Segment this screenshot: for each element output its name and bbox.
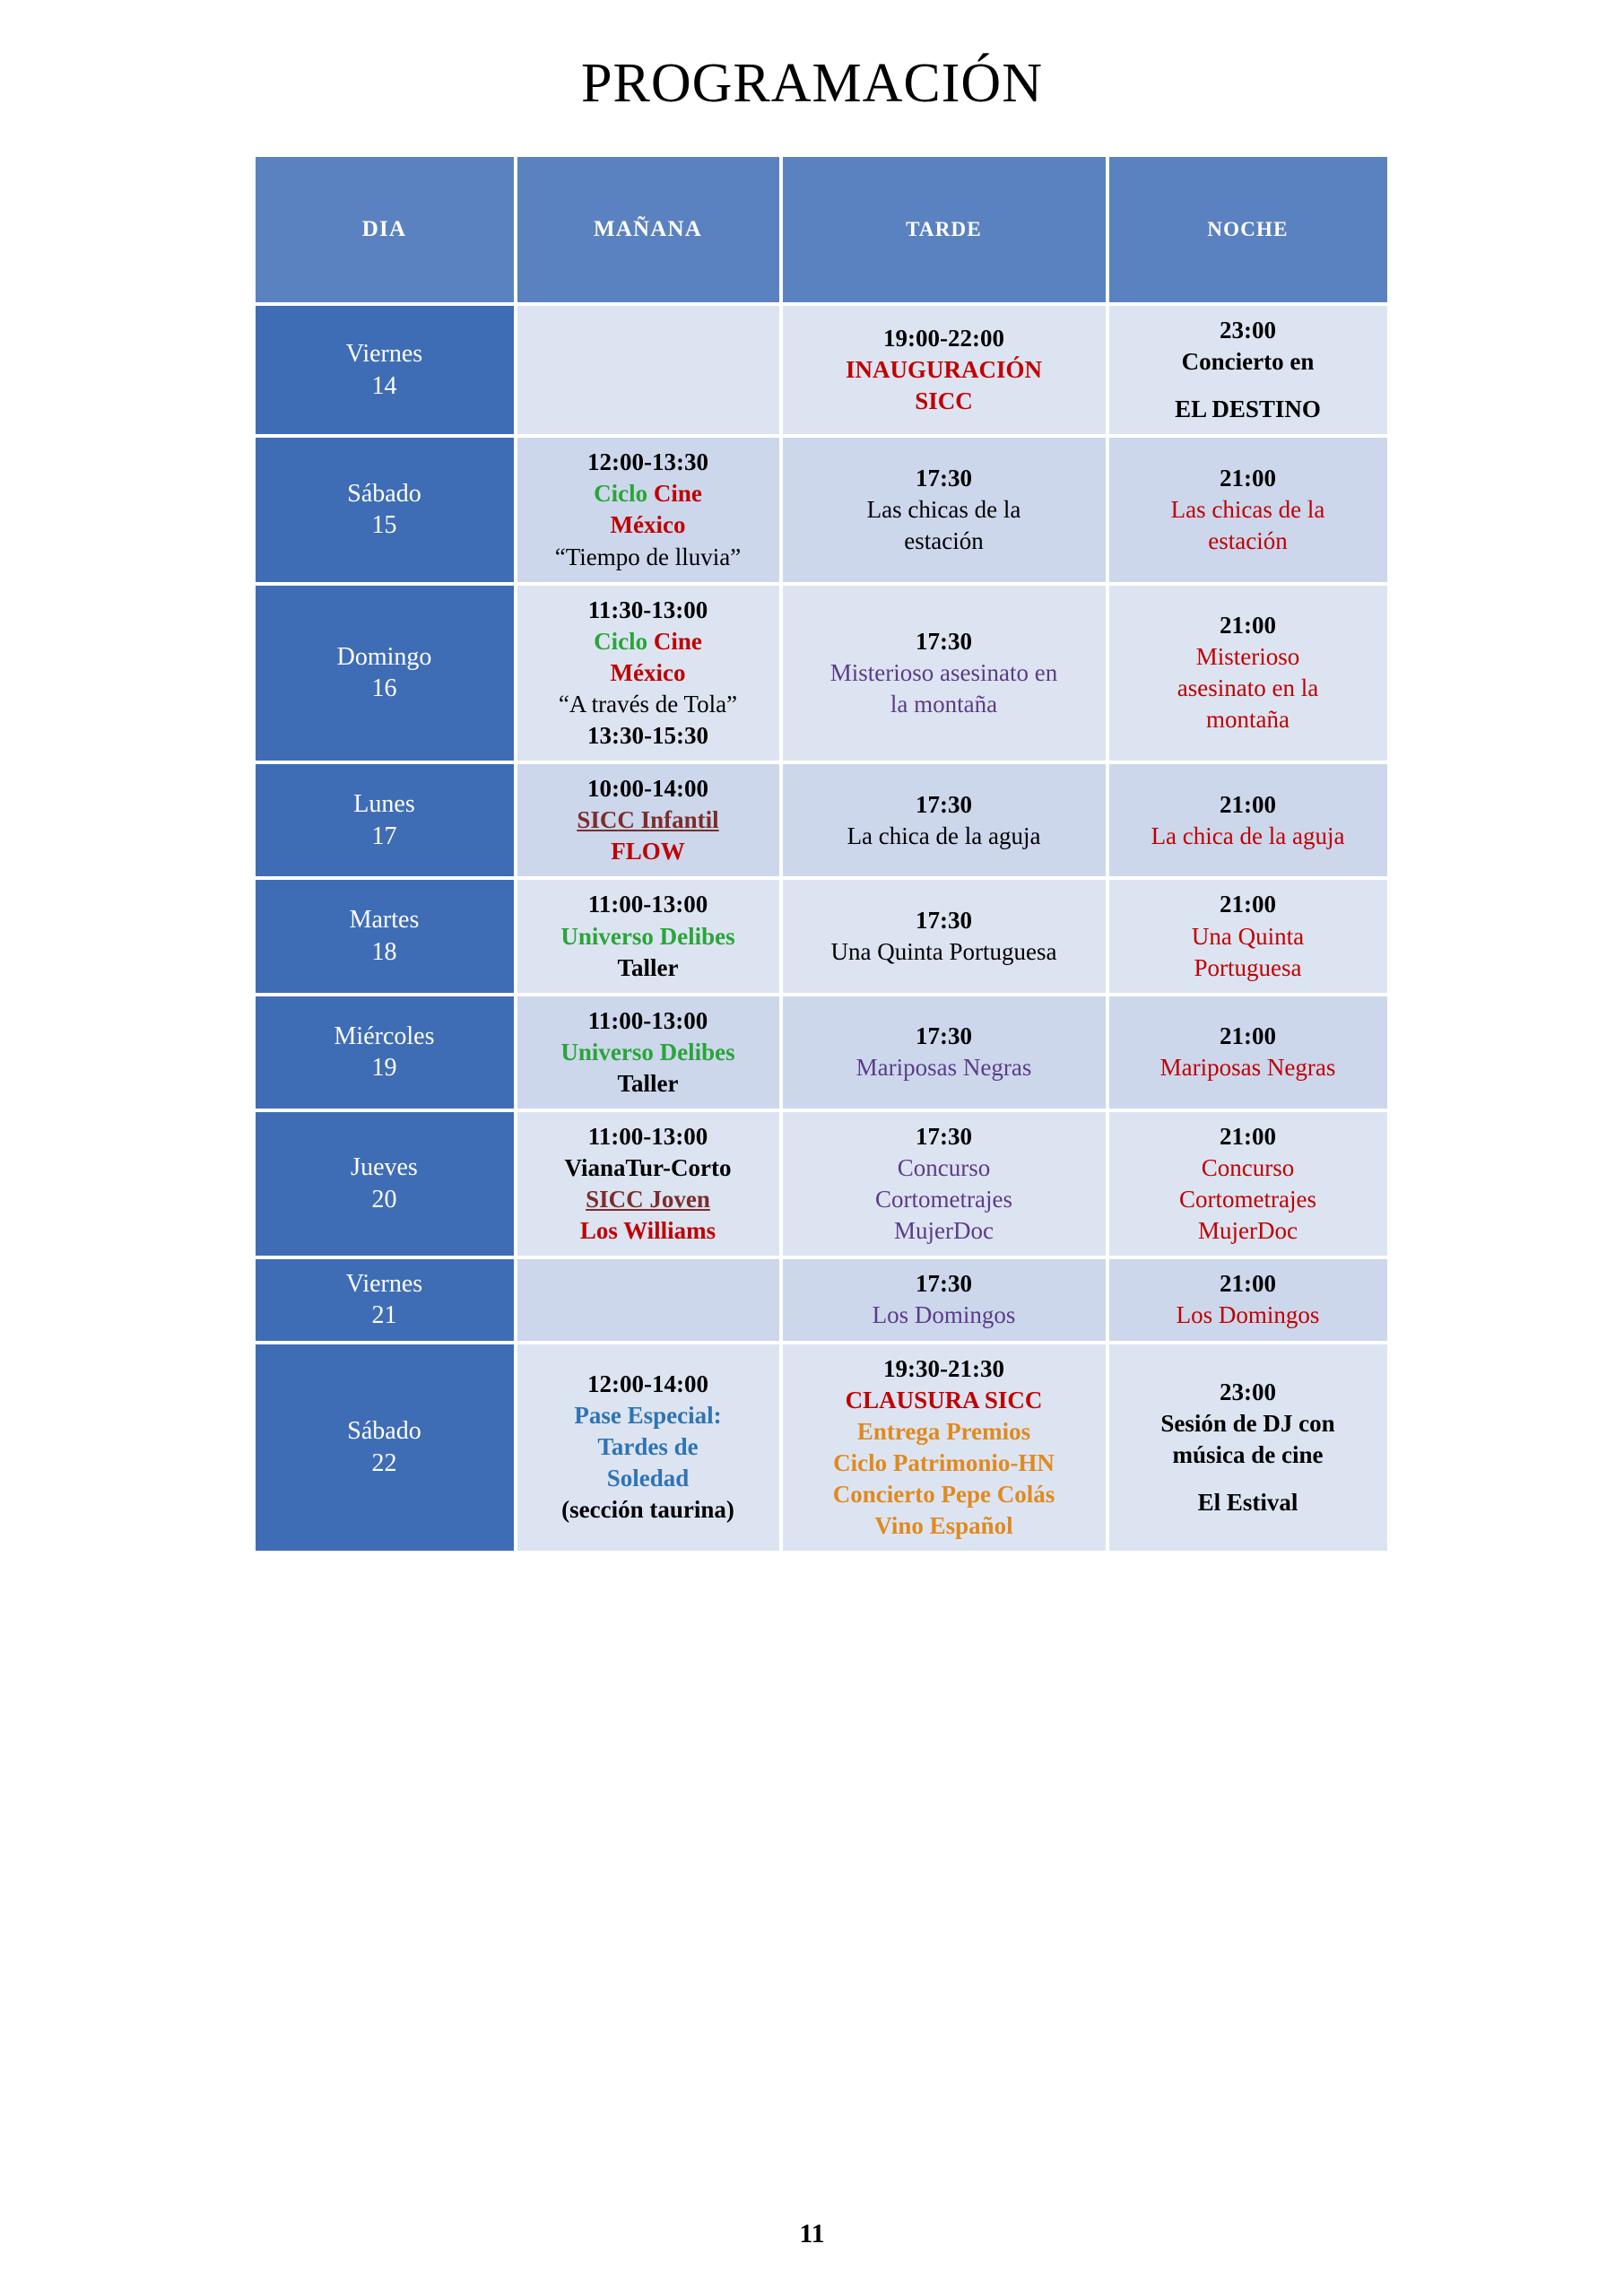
cell-line: Misterioso bbox=[1195, 643, 1300, 671]
cell-line: 23:00 bbox=[1220, 1378, 1276, 1405]
programacion-table bbox=[252, 153, 1391, 1554]
cell-line: 21:00 bbox=[1220, 891, 1276, 918]
day-cell bbox=[256, 880, 514, 992]
cell-line: Taller bbox=[617, 953, 679, 981]
cell-line: Taller bbox=[617, 1069, 679, 1097]
cell-line: Portuguesa bbox=[1194, 953, 1302, 981]
cell-line: Los Domingos bbox=[872, 1301, 1016, 1329]
night-cell bbox=[1109, 1259, 1387, 1340]
cell-line: Concierto en bbox=[1181, 348, 1315, 376]
column-header-dia: DIA bbox=[256, 157, 514, 302]
cell-line: MujerDoc bbox=[1198, 1217, 1298, 1245]
cell-line: 17:30 bbox=[916, 1022, 972, 1050]
cell-line: 11:00-13:00 bbox=[587, 1006, 708, 1034]
cell-line: Pase Especial: bbox=[574, 1402, 722, 1430]
day-name: Miércoles bbox=[334, 1022, 435, 1050]
morning-cell bbox=[517, 1112, 779, 1256]
day-cell bbox=[256, 586, 514, 761]
cell-line: Los Domingos bbox=[1176, 1301, 1320, 1329]
day-number: 17 bbox=[371, 822, 397, 850]
day-name: Martes bbox=[349, 906, 420, 935]
cell-line: 11:00-13:00 bbox=[587, 891, 708, 918]
cell-line-part: Ciclo bbox=[594, 480, 654, 508]
afternoon-cell bbox=[783, 996, 1106, 1109]
cell-line: 17:30 bbox=[916, 464, 972, 491]
afternoon-cell bbox=[783, 1259, 1106, 1340]
night-cell bbox=[1109, 306, 1387, 434]
afternoon-cell bbox=[783, 306, 1106, 434]
cell-line: asesinato en la bbox=[1177, 674, 1319, 702]
table-row bbox=[256, 1112, 1387, 1256]
cell-line: Concurso bbox=[1201, 1154, 1295, 1182]
cell-line: EL DESTINO bbox=[1175, 396, 1321, 423]
day-name: Sábado bbox=[347, 1416, 421, 1445]
day-name: Lunes bbox=[353, 789, 415, 818]
cell-line: Concierto Pepe Colás bbox=[832, 1480, 1055, 1508]
night-cell bbox=[1109, 1344, 1387, 1552]
line-spacer bbox=[1118, 1471, 1378, 1487]
day-cell bbox=[256, 1344, 514, 1552]
afternoon-cell bbox=[783, 438, 1106, 581]
cell-line: 21:00 bbox=[1220, 1122, 1276, 1150]
cell-line: SICC Infantil bbox=[577, 806, 719, 834]
cell-line: La chica de la aguja bbox=[1151, 822, 1345, 849]
cell-line: Una Quinta bbox=[1191, 922, 1305, 950]
cell-line: Soledad bbox=[606, 1465, 690, 1492]
cell-line bbox=[526, 478, 770, 509]
cell-line: El Estival bbox=[1197, 1488, 1298, 1516]
day-number: 22 bbox=[371, 1448, 397, 1477]
table-header-row bbox=[256, 157, 1387, 302]
cell-line: SICC Joven bbox=[586, 1186, 710, 1213]
day-number: 19 bbox=[371, 1054, 397, 1083]
night-cell bbox=[1109, 438, 1387, 581]
morning-cell bbox=[517, 586, 779, 761]
cell-line: 13:30-15:30 bbox=[587, 722, 708, 750]
day-name: Jueves bbox=[351, 1153, 418, 1182]
cell-line: Tardes de bbox=[597, 1433, 699, 1461]
cell-line: México bbox=[610, 658, 686, 686]
cell-line: Cortometrajes bbox=[875, 1186, 1012, 1213]
cell-line: “Tiempo de lluvia” bbox=[554, 543, 742, 570]
cell-line: Vino Español bbox=[874, 1512, 1013, 1539]
cell-line: Las chicas de la bbox=[1170, 495, 1325, 523]
morning-cell bbox=[517, 438, 779, 581]
day-name: Viernes bbox=[345, 339, 423, 368]
table-header bbox=[256, 157, 1387, 302]
cell-line-part: Ciclo bbox=[594, 627, 654, 655]
cell-line: CLAUSURA SICC bbox=[845, 1386, 1043, 1413]
table-row bbox=[256, 764, 1387, 876]
cell-line: 21:00 bbox=[1220, 464, 1276, 491]
morning-cell bbox=[517, 1344, 779, 1552]
cell-line: 19:30-21:30 bbox=[883, 1354, 1004, 1382]
day-number: 16 bbox=[371, 674, 397, 703]
column-header-manana: MAÑANA bbox=[517, 157, 779, 302]
line-spacer bbox=[1118, 378, 1378, 394]
table-row bbox=[256, 996, 1387, 1109]
cell-line: 21:00 bbox=[1220, 790, 1276, 818]
night-cell bbox=[1109, 880, 1387, 992]
day-cell bbox=[256, 996, 514, 1109]
cell-line: SICC bbox=[915, 387, 973, 415]
day-name: Sábado bbox=[347, 479, 421, 508]
day-number: 14 bbox=[371, 371, 397, 400]
table-row bbox=[256, 306, 1387, 434]
cell-line: Las chicas de la bbox=[866, 495, 1021, 523]
afternoon-cell bbox=[783, 764, 1106, 876]
cell-line: Mariposas Negras bbox=[855, 1054, 1032, 1082]
day-name: Domingo bbox=[336, 642, 432, 671]
cell-line: 21:00 bbox=[1220, 612, 1276, 639]
day-number: 18 bbox=[371, 938, 397, 967]
table-body bbox=[256, 306, 1387, 1551]
cell-line: 10:00-14:00 bbox=[587, 775, 708, 803]
day-cell bbox=[256, 306, 514, 434]
programacion-table-wrapper bbox=[252, 116, 1373, 1554]
night-cell bbox=[1109, 586, 1387, 761]
cell-line: “A través de Tola” bbox=[558, 690, 738, 718]
table-row bbox=[256, 880, 1387, 992]
cell-line: música de cine bbox=[1172, 1440, 1324, 1468]
cell-line: MujerDoc bbox=[894, 1217, 994, 1245]
cell-line: 21:00 bbox=[1220, 1022, 1276, 1050]
afternoon-cell bbox=[783, 586, 1106, 761]
night-cell bbox=[1109, 996, 1387, 1109]
cell-line: FLOW bbox=[611, 838, 685, 865]
table-row bbox=[256, 1344, 1387, 1552]
table-row bbox=[256, 438, 1387, 581]
column-header-noche: NOCHE bbox=[1109, 157, 1387, 302]
morning-cell bbox=[517, 880, 779, 992]
cell-line: Mariposas Negras bbox=[1159, 1054, 1336, 1082]
cell-line: 12:00-14:00 bbox=[587, 1370, 708, 1398]
cell-line: 23:00 bbox=[1220, 317, 1276, 344]
night-cell bbox=[1109, 1112, 1387, 1256]
table-row bbox=[256, 1259, 1387, 1340]
cell-line: Una Quinta Portuguesa bbox=[830, 938, 1057, 966]
cell-line: 11:30-13:00 bbox=[587, 596, 708, 623]
day-cell bbox=[256, 438, 514, 581]
day-number: 15 bbox=[371, 511, 397, 540]
cell-line: 17:30 bbox=[916, 906, 972, 934]
day-cell bbox=[256, 764, 514, 876]
cell-line: estación bbox=[904, 527, 984, 555]
day-number: 21 bbox=[371, 1301, 397, 1330]
morning-cell bbox=[517, 1259, 779, 1340]
cell-line: Misterioso asesinato en bbox=[829, 658, 1058, 686]
cell-line: (sección taurina) bbox=[561, 1496, 734, 1524]
cell-line: Universo Delibes bbox=[560, 922, 735, 950]
cell-line-part: Cine bbox=[653, 480, 702, 508]
cell-line: Universo Delibes bbox=[560, 1038, 735, 1065]
cell-line: Sesión de DJ con bbox=[1160, 1409, 1335, 1437]
cell-line: 19:00-22:00 bbox=[883, 325, 1004, 352]
cell-line: 17:30 bbox=[916, 1122, 972, 1150]
morning-cell bbox=[517, 764, 779, 876]
cell-line: 21:00 bbox=[1220, 1270, 1276, 1298]
cell-line: 17:30 bbox=[916, 627, 972, 655]
cell-line bbox=[526, 626, 770, 657]
cell-line: Los Williams bbox=[579, 1217, 716, 1245]
table-row bbox=[256, 586, 1387, 761]
morning-cell bbox=[517, 306, 779, 434]
column-header-tarde: TARDE bbox=[783, 157, 1106, 302]
cell-line: México bbox=[610, 511, 686, 539]
cell-line: estación bbox=[1208, 527, 1288, 555]
night-cell bbox=[1109, 764, 1387, 876]
cell-line: VianaTur-Corto bbox=[564, 1154, 732, 1182]
cell-line: Cortometrajes bbox=[1179, 1186, 1316, 1213]
page-title: PROGRAMACIÓN bbox=[581, 53, 1043, 114]
day-number: 20 bbox=[371, 1186, 397, 1214]
cell-line: la montaña bbox=[890, 690, 998, 718]
afternoon-cell bbox=[783, 1344, 1106, 1552]
day-cell bbox=[256, 1259, 514, 1340]
cell-line: Entrega Premios bbox=[856, 1417, 1031, 1445]
cell-line: 12:00-13:30 bbox=[587, 448, 708, 476]
cell-line: La chica de la aguja bbox=[847, 822, 1041, 849]
day-cell bbox=[256, 1112, 514, 1256]
cell-line: Ciclo Patrimonio-HN bbox=[833, 1448, 1055, 1476]
cell-line: Concurso bbox=[897, 1154, 991, 1182]
cell-line: montaña bbox=[1206, 706, 1290, 734]
day-name: Viernes bbox=[345, 1269, 423, 1298]
page-number: 11 bbox=[799, 2219, 825, 2248]
cell-line: 17:30 bbox=[916, 790, 972, 818]
afternoon-cell bbox=[783, 1112, 1106, 1256]
afternoon-cell bbox=[783, 880, 1106, 992]
cell-line: INAUGURACIÓN bbox=[845, 356, 1042, 384]
cell-line-part: Cine bbox=[653, 627, 702, 655]
cell-line: 17:30 bbox=[916, 1270, 972, 1298]
cell-line: 11:00-13:00 bbox=[587, 1122, 708, 1150]
morning-cell bbox=[517, 996, 779, 1109]
